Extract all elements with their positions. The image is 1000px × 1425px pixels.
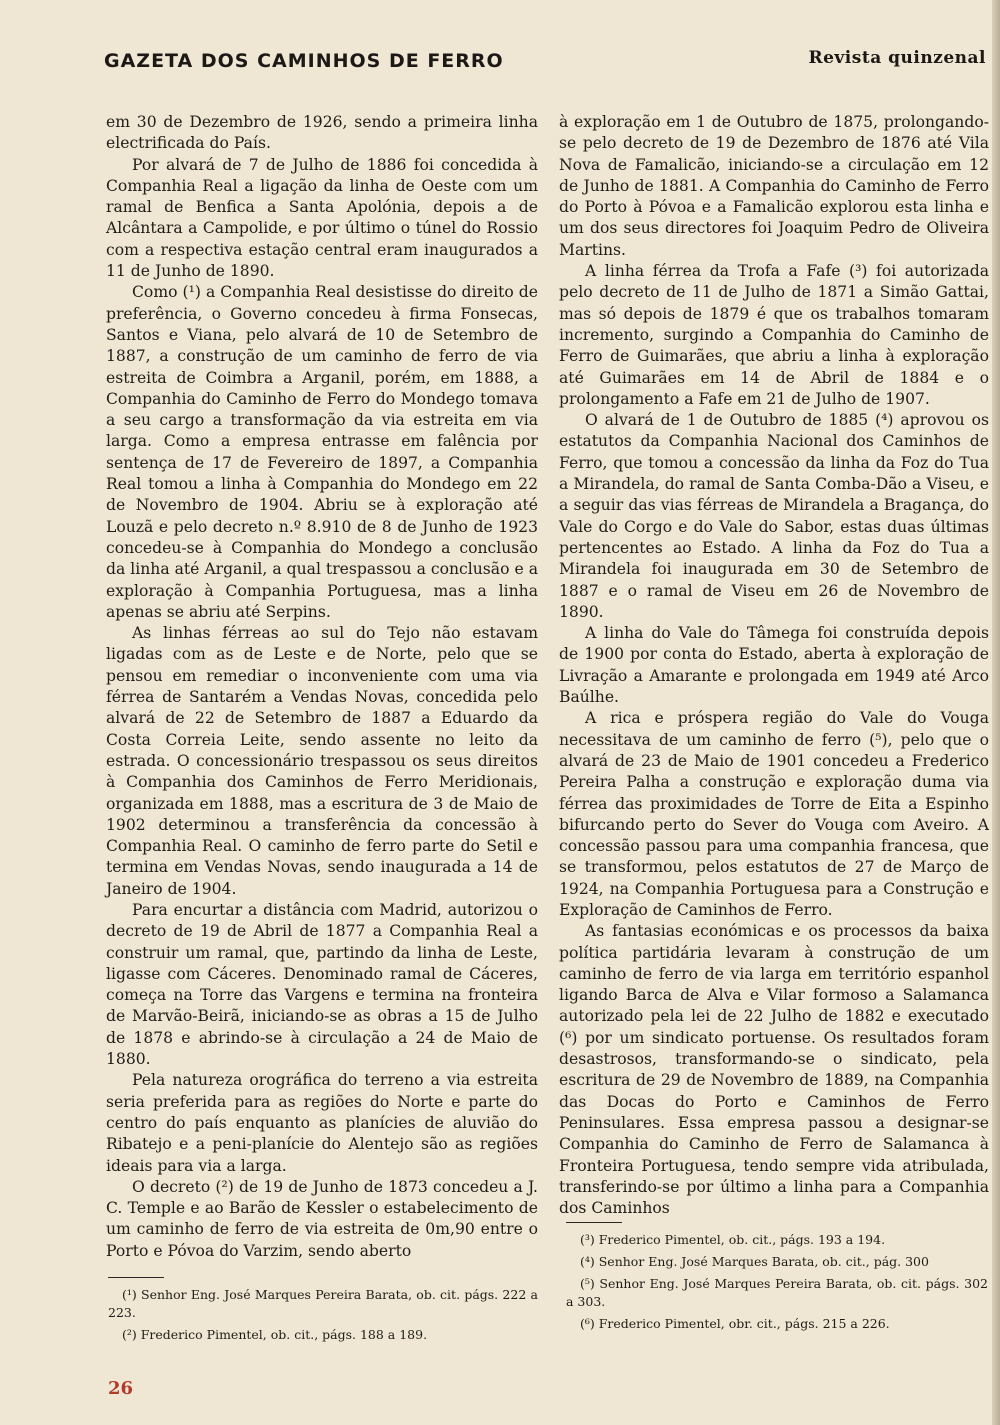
paragraph: A rica e próspera região do Vale do Vouga necessitava de um caminho de ferro (⁵), pelo que o alvará de 23 de Maio de 1901 concedeu a Frederico Pereira Palha a construção e exploração duma via férrea das proximidades de Torre de Eita a Espinho bifurcando perto do Sever do Vouga com Aveiro. A concessão passou para uma companhia francesa, que se transformou, pelos estatutos de 27 de Março de 1924, na Companhia Portuguesa para a Construção e Exploração de Caminhos de Ferro. — [559, 709, 989, 919]
paragraph: A linha férrea da Trofa a Fafe (³) foi autorizada pelo decreto de 11 de Julho de 1871 a Simão Gattai, mas só depois de 1879 é que os trabalhos tomaram incremento, surgindo a Companhia do Caminho de Ferro de Guimarães, que abriu a linha à exploração até Guimarães em 14 de Abril de 1884 e o prolongamento a Fafe em 21 de Julho de 1907. — [559, 262, 989, 408]
right-column — [559, 112, 989, 1219]
paragraph: As linhas férreas ao sul do Tejo não estavam ligadas com as de Leste e de Norte, pelo que se pensou em remediar o inconveniente com uma via férrea de Santarém a Vendas Novas, concedida pelo alvará de 22 de Setembro de 1887 a Eduardo da Costa Correia Leite, sendo assente no leito da estrada. O concessionário trespassou os seus direitos à Companhia dos Caminhos de Ferro Meridionais, organizada em 1888, mas a escritura de 3 de Maio de 1902 determinou a transferência da concessão à Companhia Real. O caminho de ferro parte do Setil e termina em Vendas Novas, sendo inaugurada a 14 de Janeiro de 1904. — [106, 624, 538, 898]
publication-subtitle: Revista quinzenal — [808, 48, 986, 68]
footnote: (⁶) Frederico Pimentel, obr. cit., págs. 215 a 226. — [580, 1316, 890, 1331]
footnote: (³) Frederico Pimentel, ob. cit., págs. 193 a 194. — [580, 1232, 886, 1247]
paragraph: Pela natureza orográfica do terreno a via estreita seria preferida para as regiões do Norte e parte do centro do país enquanto as planícies de aluvião do Ribatejo e a peni-planície do Alentejo são as regiões ideais para via a larga. — [106, 1071, 538, 1175]
paragraph: Por alvará de 7 de Julho de 1886 foi concedida à Companhia Real a ligação da linha de Oeste com um ramal de Benfica a Santa Apolónia, depois a de Alcântara a Campolide, e por último o túnel do Rossio com a respectiva estação central eram inaugurados a 11 de Junho de 1890. — [106, 155, 538, 281]
paragraph: A linha do Vale do Tâmega foi construída depois de 1900 por conta do Estado, aberta à exploração de Livração a Amarante e prolongada em 1949 até Arco Baúlhe. — [559, 624, 989, 707]
footnote: (⁵) Senhor Eng. José Marques Pereira Barata, ob. cit. págs. 302 a 303. — [566, 1276, 988, 1309]
paragraph: em 30 de Dezembro de 1926, sendo a primeira linha electrificada do País. — [106, 113, 538, 153]
footnotes-left — [108, 1277, 538, 1348]
footnote-rule — [566, 1222, 622, 1223]
paragraph: O decreto (²) de 19 de Junho de 1873 concedeu a J. C. Temple e ao Barão de Kessler o estabelecimento de um caminho de ferro de via estreita de 0m,90 entre o Porto e Póvoa do Varzim, sendo aberto — [106, 1177, 538, 1260]
footnote: (²) Frederico Pimentel, ob. cit., págs. 188 a 189. — [122, 1327, 428, 1342]
paragraph: Como (¹) a Companhia Real desistisse do direito de preferência, o Governo concedeu à firma Fonsecas, Santos e Viana, pelo alvará de 10 de Setembro de 1887, a construção de um caminho de ferro de via estreita de Coimbra a Arganil, porém, em 1888, a Companhia do Caminho de Ferro do Mondego tomava a seu cargo a transformação da via estreita em via larga. Como a empresa entrasse em falência por sentença de 17 de Fevereiro de 1897, a Companhia Real tomou a linha à Companhia do Mondego em 22 de Novembro de 1904. Abriu se à exploração até Louzã e pelo decreto n.º 8.910 de 8 de Junho de 1923 concedeu-se à Companhia do Mondego a conclusão da linha até Arganil, a qual trespassou a conclusão e a exploração à Companhia Portuguesa, mas a linha apenas se abriu até Serpins. — [106, 283, 538, 621]
page-edge-shadow — [992, 0, 1000, 1425]
paragraph: Para encurtar a distância com Madrid, autorizou o decreto de 19 de Abril de 1877 a Companhia Real a construir um ramal, que, partindo da linha de Leste, ligasse com Cáceres. Denominado ramal de Cáceres, começa na Torre das Vargens e termina na fronteira de Marvão-Beirã, iniciando-se as obras a 15 de Julho de 1878 e abrindo-se à circulação a 24 de Maio de 1880. — [106, 900, 538, 1069]
paragraph: à exploração em 1 de Outubro de 1875, prolongando-se pelo decreto de 19 de Dezembro de 1876 até Vila Nova de Famalicão, iniciando-se a circulação em 12 de Junho de 1881. A Companhia do Caminho de Ferro do Porto à Póvoa e a Famalicão explorou esta linha e um dos seus directores foi Joaquim Pedro de Oliveira Martins. — [559, 113, 989, 259]
footnote: (⁴) Senhor Eng. José Marques Barata, ob. cit., pág. 300 — [580, 1254, 929, 1269]
left-column — [106, 112, 538, 1262]
footnote: (¹) Senhor Eng. José Marques Pereira Barata, ob. cit. págs. 222 a 223. — [108, 1287, 538, 1320]
paragraph: O alvará de 1 de Outubro de 1885 (⁴) aprovou os estatutos da Companhia Nacional dos Caminhos de Ferro, que tomou a concessão da linha da Foz do Tua a Mirandela, do ramal de Santa Comba-Dão a Viseu, e a seguir das vias férreas de Mirandela a Bragança, do Vale do Corgo e do Vale do Sabor, estas duas últimas pertencentes ao Estado. A linha da Foz do Tua a Mirandela foi inaugurada em 30 de Setembro de 1887 e o ramal de Viseu em 26 de Novembro de 1890. — [559, 411, 989, 621]
footnote-rule — [108, 1277, 164, 1278]
publication-title: GAZETA DOS CAMINHOS DE FERRO — [104, 50, 504, 72]
paragraph: As fantasias económicas e os processos da baixa política partidária levaram à construção de um caminho de ferro de via larga em território espanhol ligando Barca de Alva e Vilar formoso a Salamanca autorizado pela lei de 22 Julho de 1882 e executado (⁶) por um sindicato portuense. Os resultados foram desastrosos, transformando-se o sindicato, pela escritura de 29 de Novembro de 1889, na Companhia das Docas do Porto e Caminhos de Ferro Peninsulares. Essa empresa passou a designar-se Companhia do Caminho de Ferro de Salamanca à Fronteira Portuguesa, tendo sempre vida atribulada, transferindo-se por último a linha para a Companhia dos Caminhos — [559, 922, 989, 1218]
footnotes-right — [566, 1222, 988, 1337]
page-number: 26 — [108, 1378, 134, 1399]
